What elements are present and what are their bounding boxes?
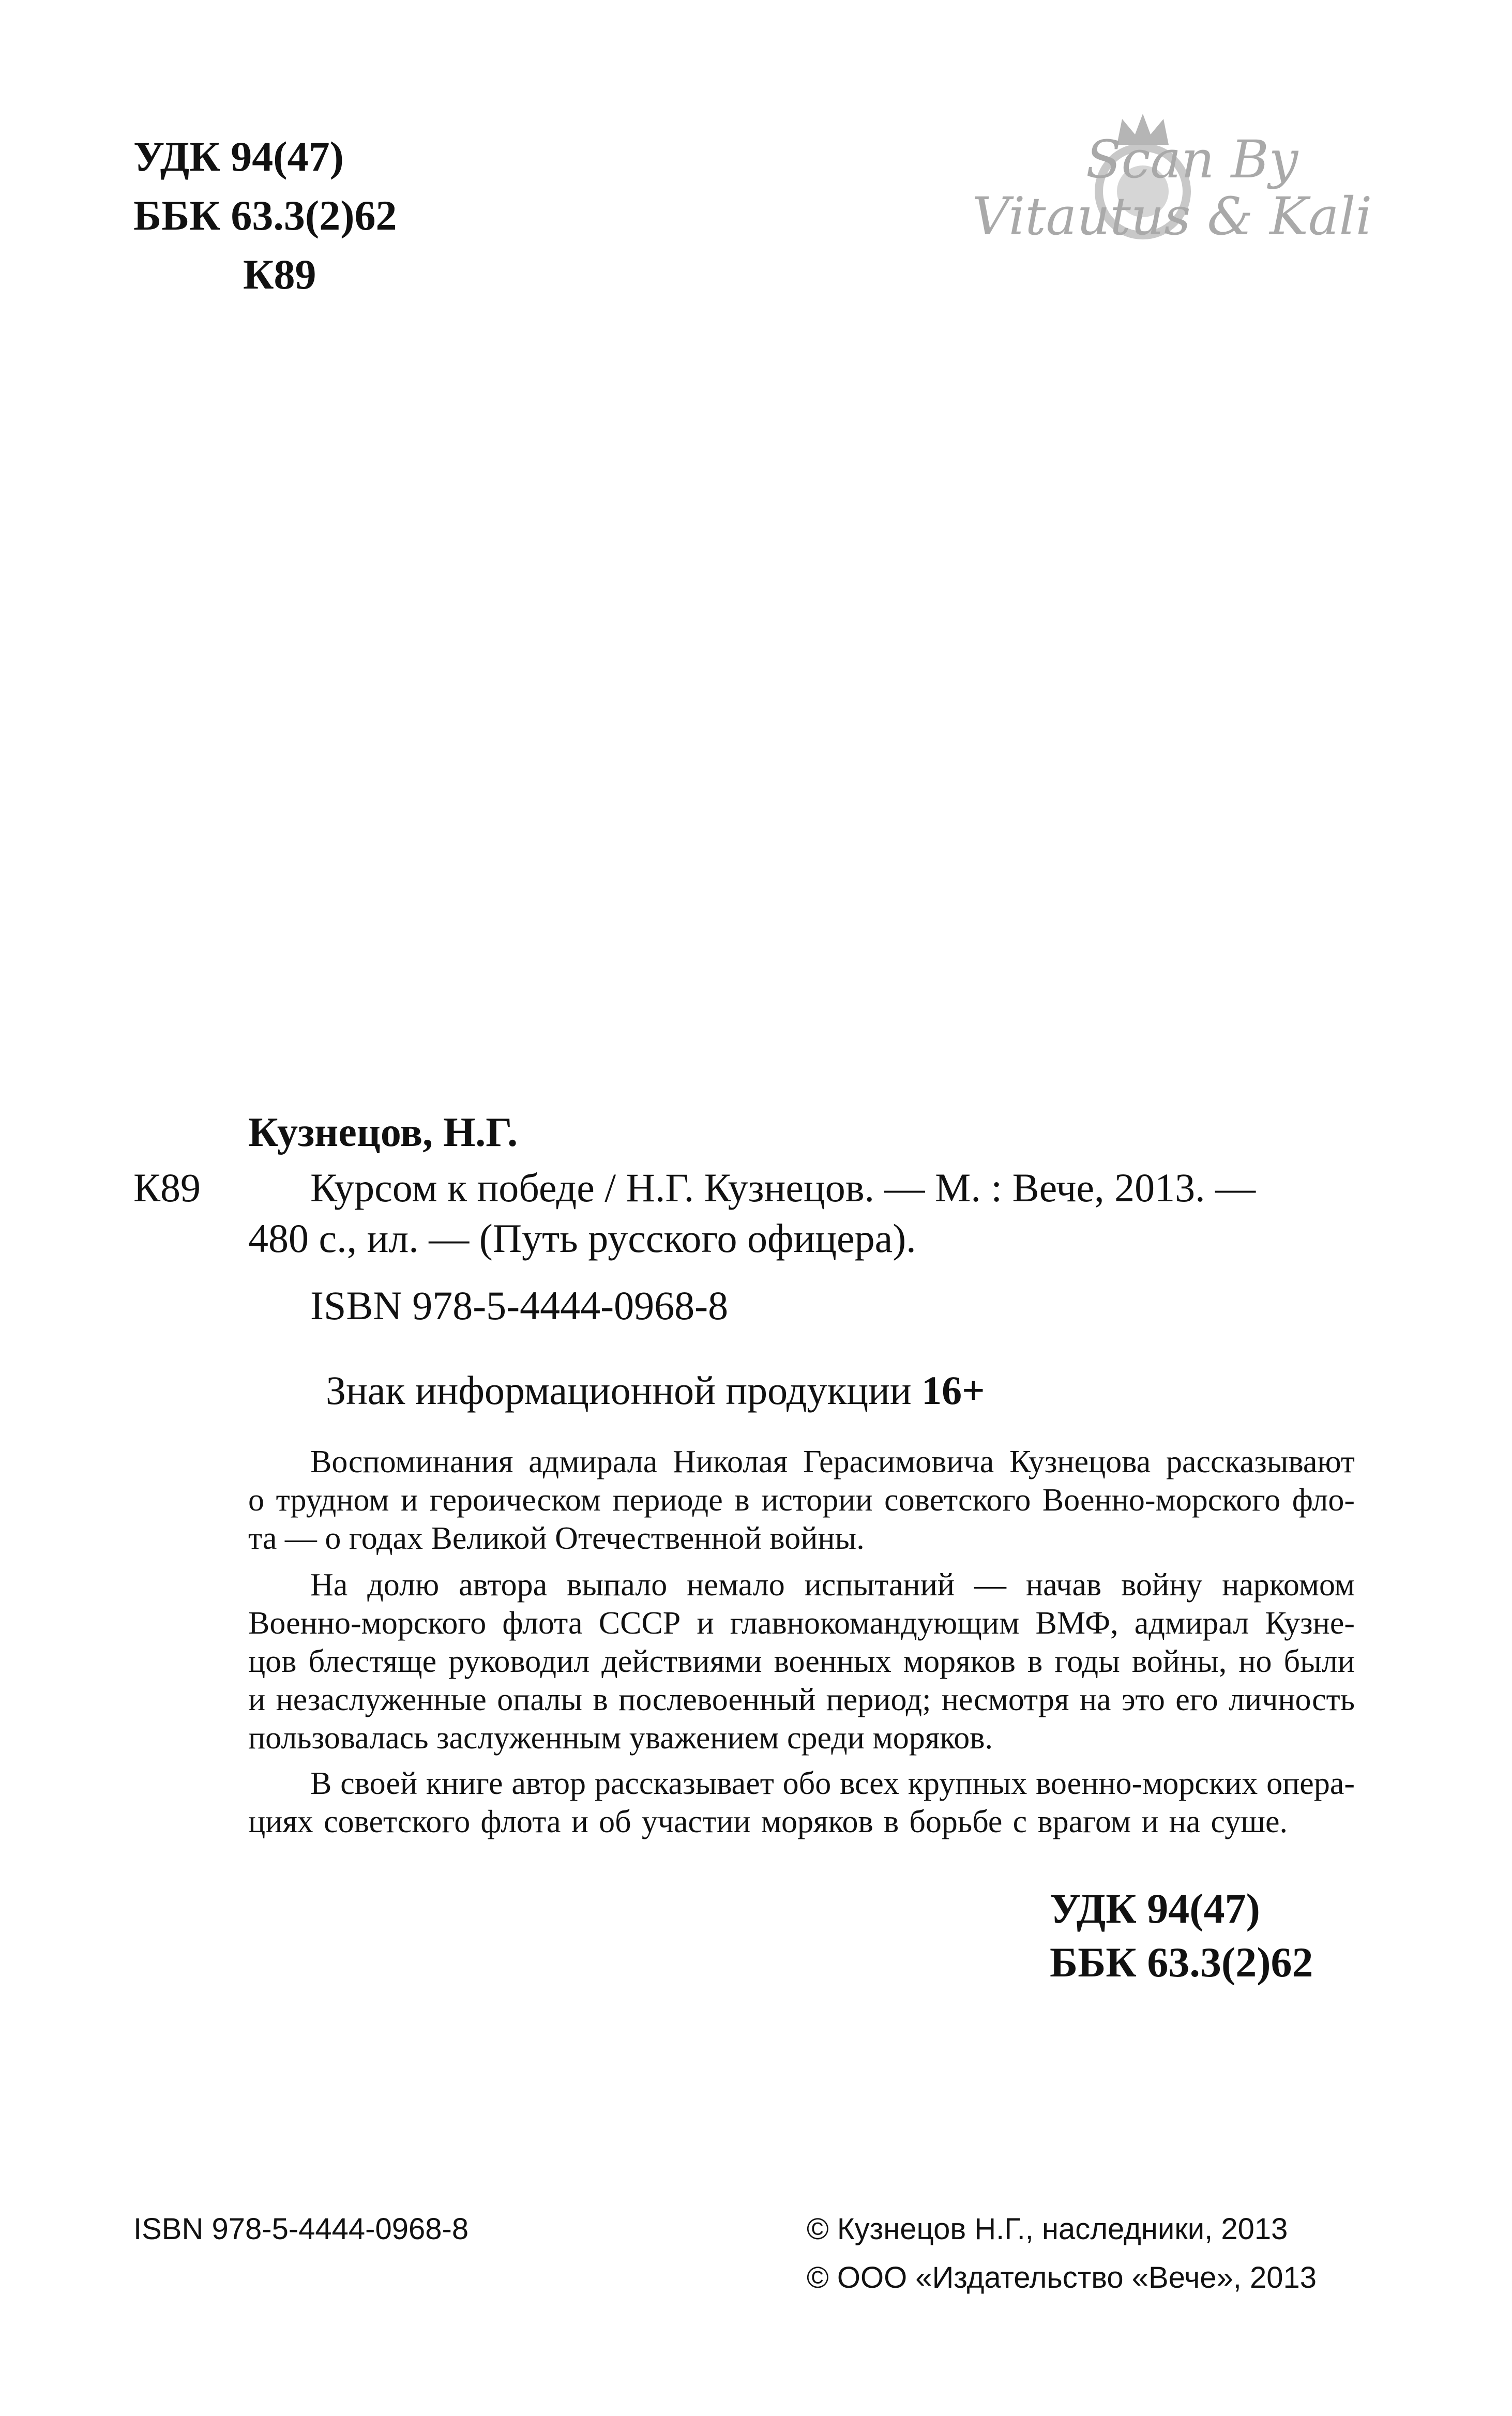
udk-code-bottom: УДК 94(47) [1050,1885,1260,1932]
bbk-code-bottom: ББК 63.3(2)62 [1050,1939,1313,1986]
annotation-p1-line: Воспоминания адмирала Николая Герасимовича Кузнецова рассказывают [310,1444,1355,1479]
record-title-line-2: 480 с., ил. — (Путь русского офицера). [248,1216,916,1261]
annotation-p2-line: пользовалась заслуженным уважением среди моряков. [248,1720,993,1756]
annotation-p2-line: Военно-морского флота СССР и главнокомандующим ВМФ, адмирал Кузне- [248,1606,1355,1641]
annotation-p2-line: На долю автора выпало немало испытаний — начав войну наркомом [310,1567,1355,1603]
scan-watermark [972,109,1372,274]
annotation-p2-line: цов блестяще руководил действиями военных моряков в годы войны, но были [248,1644,1355,1679]
footer-copyright-publisher: © ООО «Издательство «Вече», 2013 [807,2261,1317,2294]
watermark-line-1: Scan By [1086,129,1298,190]
bbk-code-top: ББК 63.3(2)62 [133,192,397,239]
footer-isbn: ISBN 978-5-4444-0968-8 [133,2212,469,2246]
record-author: Кузнецов, Н.Г. [248,1110,518,1155]
info-product-sign [326,1370,985,1411]
annotation-p1-line: о трудном и героическом периоде в истории советского Военно-морского фло- [248,1483,1355,1518]
author-code-top: К89 [243,251,316,298]
udk-code-top: УДК 94(47) [133,133,344,180]
annotation-p3-line: В своей книге автор рассказывает обо всех крупных военно-морских опера- [310,1766,1355,1801]
annotation-p2-line: и незаслуженные опалы в послевоенный период; несмотря на это его личность [248,1682,1355,1717]
record-isbn: ISBN 978-5-4444-0968-8 [310,1283,729,1328]
footer-copyright-author: © Кузнецов Н.Г., наследники, 2013 [807,2212,1288,2246]
age-rating: 16+ [921,1368,985,1413]
watermark-line-2: Vitautus & Kali [972,186,1372,247]
record-title-line-1: Курсом к победе / Н.Г. Кузнецов. — М. : Вече, 2013. — [310,1165,1256,1210]
annotation-p3-line: циях советского флота и об участии моряков в борьбе с врагом и на суше. [248,1804,1288,1839]
record-author-code: К89 [133,1165,201,1210]
annotation-p1-line: та — о годах Великой Отечественной войны. [248,1521,865,1556]
info-product-sign-text: Знак информационной продукции [326,1368,922,1413]
